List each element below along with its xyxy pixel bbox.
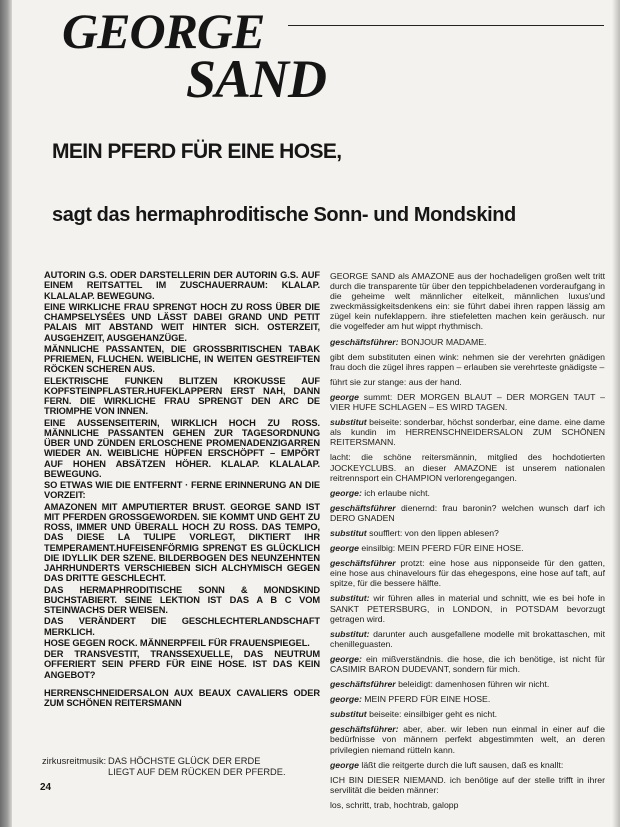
dialogue-text: führt sie zur stange: aus der hand.	[330, 376, 462, 387]
speaker-role: george:	[330, 487, 362, 498]
dialogue-text: protzt: eine hose aus nipponseide für den gatten, eine hose aus chinavelours für das ehegespons, eine hose auf taft, auf spitze, für die bessere hälfte.	[330, 558, 605, 589]
dialogue	[330, 337, 605, 810]
dialogue-line	[330, 724, 605, 754]
dialogue-line	[330, 629, 605, 649]
left-paragraph: EINE WIRKLICHE FRAU SPRENGT HOCH ZU ROSS ÜBER DIE CHAMPSELYSÉES UND LÄSST DABEI GRAND UND PETIT PALAIS MIT ABSTAND WEIT HINTER SICH. OSTERZEIT, AUSGEHZEIT, AUSGEHANZÜGE.	[44, 301, 320, 343]
title-sand: SAND	[186, 49, 327, 109]
left-paragraph: DER TRANSVESTIT, TRANSSEXUELLE, DAS NEUTRUM OFFERIERT SEIN PFERD FÜR EINE HOSE. IST DAS KEIN ANGEBOT?	[44, 649, 320, 680]
dialogue-text: soufflert: von den lippen ablesen?	[369, 527, 499, 538]
dialogue-text: beiseite: sonderbar, höchst sonderbar, eine dame. eine dame als kundin im HERRENSCHNEIDERSALON ZUM SCHÖNEN REITERSMANN.	[330, 417, 605, 448]
dialogue-line	[330, 694, 605, 704]
dialogue-line	[330, 337, 605, 347]
dialogue-text: BONJOUR MADAME.	[400, 336, 487, 347]
dialogue-text: wir führen alles in material und schnitt, wie es bei hofe in SANKT PETERSBURG, in LONDON, in POTSDAM bevorzugt getragen wird.	[330, 593, 605, 624]
dialogue-line	[330, 558, 605, 588]
left-paragraph: HERRENSCHNEIDERSALON AUX BEAUX CAVALIERS ODER ZUM SCHÖNEN REITERSMANN	[44, 687, 320, 708]
dialogue-text: ICH BIN DIESER NIEMAND. ich benötige auf der stelle trifft in ihrer servilität die beiden männer:	[330, 774, 605, 795]
left-paragraph: AUTORIN G.S. ODER DARSTELLERIN DER AUTORIN G.S. AUF EINEM REITSATTEL IM ZUSCHAUERRAUM: KLALAP. KLALALAP. BEWEGUNG.	[44, 270, 320, 301]
left-paragraph: SO ETWAS WIE DIE ENTFERNT · FERNE ERINNERUNG AN DIE VORZEIT:	[44, 480, 320, 501]
speaker-role: substitut	[330, 527, 367, 538]
dialogue-text: darunter auch ausgefallene modelle mit brokattaschen, mit chenilleguasten.	[330, 628, 605, 649]
dialogue-line	[330, 417, 605, 447]
left-paragraph: ELEKTRISCHE FUNKEN BLITZEN KROKUSSE AUF KOPFSTEINPFLASTER.HUFEKLAPPERN ERST NAH, DANN FERN. DIE WIRKLICHE FRAU SPRENGT DEN ARC DE TRIOMPHE VON INNEN.	[44, 375, 320, 417]
dialogue-text: dienernd: frau baronin? welchen wunsch darf ich DERO GNADEN	[330, 502, 605, 523]
speaker-role: geschäftsführer:	[330, 724, 399, 735]
speaker-role: george:	[330, 694, 362, 705]
dialogue-line	[330, 709, 605, 719]
left-paragraph: DAS VERÄNDERT DIE GESCHLECHTERLANDSCHAFT MERKLICH.	[44, 616, 320, 637]
dialogue-line	[330, 800, 605, 810]
dialogue-text: los, schritt, trab, hochtrab, galopp	[330, 799, 459, 810]
title-george: GEORGE	[62, 3, 265, 59]
dialogue-text: ich erlaube nicht.	[364, 487, 430, 498]
dialogue-text: einsilbig: MEIN PFERD FÜR EINE HOSE.	[361, 543, 524, 554]
dialogue-text: lacht: die schöne reitersmännin, mitglied des hochdotierten JOCKEYCLUBS. an dieser AMAZONE ist unserem nationalen reitrennsport ein CHAMPION verlorengegangen.	[330, 452, 605, 483]
subheadline: sagt das hermaphroditische Sonn- und Mondskind	[52, 204, 516, 226]
dialogue-text: beleidigt: damenhosen führen wir nicht.	[398, 679, 550, 690]
dialogue-text: läßt die reitgerte durch die luft sausen, daß es knallt:	[361, 759, 564, 770]
zirkus-label: zirkusreitmusik:	[42, 756, 107, 766]
speaker-role: george	[330, 391, 359, 402]
speaker-role: substitut	[330, 709, 367, 720]
zirkus-line-1: DAS HÖCHSTE GLÜCK DER ERDE	[108, 756, 261, 766]
speaker-role: substitut:	[330, 593, 370, 604]
page-edge-shadow	[612, 0, 620, 827]
dialogue-line	[330, 488, 605, 498]
speaker-role: geschäftsführer:	[330, 336, 399, 347]
left-paragraph: HOSE GEGEN ROCK. MÄNNERPFEIL FÜR FRAUENSPIEGEL.	[44, 637, 310, 648]
speaker-role: geschäftsführer	[330, 558, 396, 569]
page-number: 24	[40, 782, 52, 793]
speaker-role: george:	[330, 653, 362, 664]
dialogue-line	[330, 760, 605, 770]
dialogue-text: gibt dem substituten einen wink: nehmen sie der verehrten gnädigen frau doch die zügel ihres rappen – erlauben sie verehrteste gnädigste –	[330, 351, 605, 372]
speaker-role: substitut	[330, 417, 367, 428]
dialogue-line	[330, 452, 605, 482]
speaker-role: geschäftsführer	[330, 502, 396, 513]
speaker-role: substitut:	[330, 628, 370, 639]
left-paragraph: MÄNNLICHE PASSANTEN, DIE GROSSBRITISCHEN TABAK PFRIEMEN, FLUCHEN. WEIBLICHE, IN WEITEN GESTREIFTEN RÖCKEN SCHEREN AUS.	[44, 343, 320, 375]
dialogue-text: aber, aber. wir leben nun einmal in einer auf die bedürfnisse von männern perfekt abgestimmten welt, an deren privilegien niemand rütteln kann.	[330, 724, 605, 755]
title-rule	[288, 25, 604, 26]
dialogue-line	[330, 377, 605, 387]
dialogue-line	[330, 593, 605, 623]
speaker-role: geschäftsführer	[330, 679, 396, 690]
dialogue-text: ein mißverständnis. die hose, die ich benötige, ist nicht für CASIMIR BARON DUDEVANT, sondern für mich.	[330, 653, 605, 674]
dialogue-line	[330, 679, 605, 689]
dialogue-line	[330, 543, 605, 553]
zirkus-line-2: LIEGT AUF DEM RÜCKEN DER PFERDE.	[108, 767, 286, 777]
dialogue-line	[330, 503, 605, 523]
speaker-role: george	[330, 759, 359, 770]
speaker-role: george	[330, 543, 359, 554]
right-column-text	[330, 271, 605, 815]
left-paragraph: EINE AUSSENSEITERIN, WIRKLICH HOCH ZU ROSS. MÄNNLICHE PASSANTEN GEHEN ZUR TAGESORDNUNG ÜBER UND ZÜNDEN ERLOSCHENE PROMENADENZIGARREN WIEDER AN. WEIBLICHE HÜPFEN ERSCHÖPFT – EMPÖRT AUF HOHEN ABSÄTZEN HÖHER. KLALAP. KLALALAP. BEWEGUNG.	[44, 417, 320, 479]
dialogue-line	[330, 775, 605, 795]
right-intro: GEORGE SAND als AMAZONE aus der hochadeligen großen welt tritt durch die transparente tür über den teppichbeladenen vorderaufgang in die geheime welt männlicher eitelkeit, männlichen luxus'und zweckmässigkeitsdenkens ein: sie führt dabei ihren rappen lässig am zügel kein nufeklappern. ihre stiefeletten machen kein geräusch. nur die vogelfeder am hut wippt rhythmisch.	[330, 271, 605, 332]
left-column-text	[44, 270, 320, 709]
dialogue-line	[330, 352, 605, 372]
dialogue-text: MEIN PFERD FÜR EINE HOSE.	[364, 694, 491, 705]
dialogue-line	[330, 392, 605, 412]
left-paragraph: DAS HERMAPHRODITISCHE SONN & MONDSKIND BUCHSTABIERT. SEINE LEKTION IST DAS A B C VOM STEINWACHS DER WEISEN.	[44, 584, 320, 615]
headline: MEIN PFERD FÜR EINE HOSE,	[52, 140, 342, 163]
dialogue-line	[330, 528, 605, 538]
dialogue-text: summt: DER MORGEN BLAUT – DER MORGEN TAUT – VIER HUFE SCHLAGEN – ES WIRD TAGEN.	[330, 391, 605, 413]
left-paragraph: AMAZONEN MIT AMPUTIERTER BRUST. GEORGE SAND IST MIT PFERDEN GROSSGEWORDEN. SIE KOMMT UND GEHT ZU ROSS, IMMER UND ÜBERALL HOCH ZU ROSS. DAS TEMPO, DAS DIESE LA TULIPE VORLEGT, DIKTIERT IHR TEMPERAMENT.HUFEISENFÖRMIG SPRENGT ES GLÜCKLICH DIE IDYLLIK DER SZENE. BILDERBOGEN DES NEUNZEHNTEN JAHRHUNDERTS VERSCHIEBEN SICH ALCHYMISCH GEGEN DAS DRITTE GESCHLECHT.	[44, 501, 320, 584]
dialogue-line	[330, 654, 605, 674]
page-gutter-shadow	[0, 0, 12, 827]
dialogue-text: beiseite: einsilbiger geht es nicht.	[369, 709, 498, 720]
zirkus-music-block	[42, 756, 332, 778]
